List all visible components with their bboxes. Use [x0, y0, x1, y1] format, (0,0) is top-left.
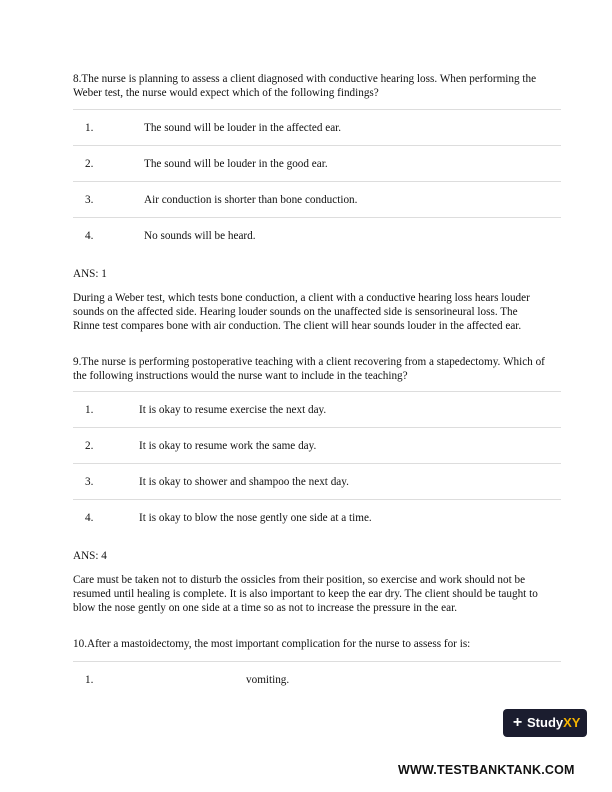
option-number: 4.	[85, 512, 94, 524]
question-8-answer: ANS: 1	[73, 268, 107, 280]
option-number: 3.	[85, 476, 94, 488]
option-text: It is okay to resume work the same day.	[139, 440, 317, 452]
question-9-options	[73, 391, 561, 535]
option-row	[73, 217, 561, 253]
studyxy-badge[interactable]	[503, 709, 587, 737]
option-text: No sounds will be heard.	[144, 230, 256, 242]
plus-icon: +	[512, 714, 523, 731]
option-number: 1.	[85, 674, 94, 686]
option-row	[73, 463, 561, 499]
option-row	[73, 145, 561, 181]
badge-brand-accent: XY	[563, 715, 581, 730]
option-text: vomiting.	[246, 674, 290, 686]
option-number: 2.	[85, 440, 94, 452]
option-text: The sound will be louder in the affected ear.	[144, 122, 342, 134]
option-row	[73, 661, 561, 697]
badge-brand-main: Study	[527, 715, 564, 730]
option-number: 3.	[85, 194, 94, 206]
option-text: Air conduction is shorter than bone conduction.	[144, 194, 358, 206]
question-10-stem: 10.After a mastoidectomy, the most important complication for the nurse to assess for is:	[73, 638, 471, 650]
option-row	[73, 181, 561, 217]
option-number: 1.	[85, 404, 94, 416]
option-text: It is okay to resume exercise the next day.	[139, 404, 327, 416]
question-8-rationale: During a Weber test, which tests bone conduction, a client with a conductive hearing loss hears louder sounds on the affected side. Hearing louder sounds on the unaffected side is sensorineural loss. The Rinne test compares bone with air conduction. The client will hear sounds louder in the affected ear.	[73, 292, 530, 332]
question-10-options	[73, 661, 561, 697]
option-text: It is okay to blow the nose gently one side at a time.	[139, 512, 372, 524]
option-text: The sound will be louder in the good ear.	[144, 158, 328, 170]
footer-url[interactable]: WWW.TESTBANKTANK.COM	[398, 763, 575, 777]
option-number: 2.	[85, 158, 94, 170]
question-9-answer: ANS: 4	[73, 550, 107, 562]
question-9-stem: 9.The nurse is performing postoperative teaching with a client recovering from a stapedectomy. Which of the following instructions would the nurse want to include in the teaching?	[73, 356, 545, 382]
question-8-options	[73, 109, 561, 253]
question-8-stem: 8.The nurse is planning to assess a client diagnosed with conductive hearing loss. When performing the Weber test, the nurse would expect which of the following findings?	[73, 73, 537, 99]
option-number: 1.	[85, 122, 94, 134]
option-row	[73, 499, 561, 535]
question-9-rationale: Care must be taken not to disturb the ossicles from their position, so exercise and work should not be resumed until healing is complete. It is also important to keep the ear dry. The client should be taught to blow the nose gently on one side at a time so as not to increase the pressure in the ear.	[73, 574, 538, 614]
option-row	[73, 391, 561, 427]
option-row	[73, 109, 561, 145]
option-text: It is okay to shower and shampoo the next day.	[139, 476, 349, 488]
option-row	[73, 427, 561, 463]
option-number: 4.	[85, 230, 94, 242]
